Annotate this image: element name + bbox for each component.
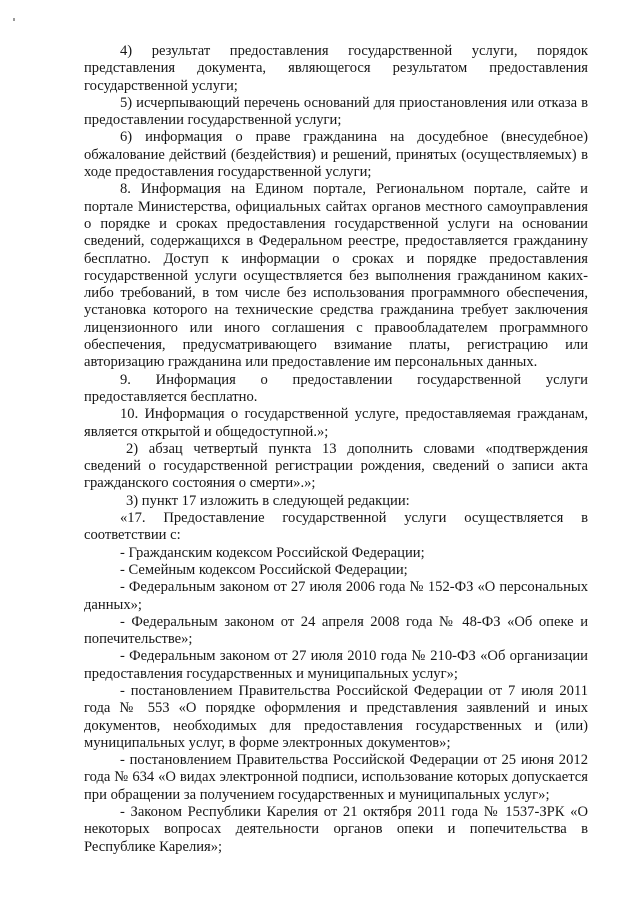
amendment-3-point-17: 3) пункт 17 изложить в следующей редакции: (126, 492, 410, 509)
law-civil-code: - Гражданским кодексом Российской Федерации; (120, 544, 425, 561)
list-item-6-appeal-rights: 6) информация о праве гражданина на досудебное (внесудебное) обжалование действий (бездействия) и решений, принятых (осуществляемых) в ходе предоставления государственной услуги; (84, 129, 588, 181)
scan-artifact-mark (13, 18, 15, 21)
clause-10-open-info: 10. Информация о государственной услуге, предоставляемая гражданам, является открытой и общедоступной.»; (84, 406, 588, 440)
clause-9-free-info: 9. Информация о предоставлении государственной услуги предоставляется бесплатно. (84, 371, 588, 405)
resolution-553: - постановлением Правительства Российской Федерации от 7 июля 2011 года № 553 «О порядке оформления и представления заявлений и иных документов, необходимых для предоставления государственных и (или) муниципальных услуг, в форме электронных документов»; (84, 682, 588, 751)
law-48-fz: - Федеральным законом от 24 апреля 2008 года № 48-ФЗ «Об опеке и попечительстве»; (84, 613, 588, 648)
clause-8-portal-info: 8. Информация на Едином портале, Региональном портале, сайте и портале Министерства, официальных сайтах органов местного самоуправления о порядке и сроках предоставления государственной услуги на основании сведений, содержащихся в Федеральном реестре, предоставляется гражданину бесплатно. Доступ к информации о сроках и порядке предоставления государственной услуги осуществляется без выполнения гражданином каких-либо требований, в том числе без использования программного обеспечения, установка которого на технические средства гражданина требует заключения лицензионного или иного соглашения с правообладателем программного обеспечения, предусматривающего взимание платы, регистрацию или авторизацию гражданина или предоставление им персональных данных. (84, 181, 588, 371)
amendment-2-point-13: 2) абзац четвертый пункта 13 дополнить словами «подтверждения сведений о государственной регистрации рождения, сведений о записи акта гражданского состояния о смерти».»; (84, 440, 588, 492)
resolution-634: - постановлением Правительства Российской Федерации от 25 июня 2012 года № 634 «О видах электронной подписи, использование которых допускается при обращении за получением государственных и муниципальных услуг»; (84, 752, 588, 803)
law-karelia-1537-zrk: - Законом Республики Карелия от 21 октября 2011 года № 1537-ЗРК «О некоторых вопросах деятельности органов опеки и попечительства в Республике Карелия»; (84, 804, 588, 855)
clause-17-intro: «17. Предоставление государственной услуги осуществляется в соответствии с: (84, 510, 588, 544)
list-item-4-result: 4) результат предоставления государственной услуги, порядок представления документа, являющегося результатом предоставления государственной услуги; (84, 43, 588, 94)
list-item-5-grounds: 5) исчерпывающий перечень оснований для приостановления или отказа в предоставлении государственной услуги; (84, 94, 588, 129)
law-210-fz: - Федеральным законом от 27 июля 2010 года № 210-ФЗ «Об организации предоставления государственных и муниципальных услуг»; (84, 648, 588, 682)
law-family-code: - Семейным кодексом Российской Федерации; (120, 561, 408, 578)
document-page (84, 43, 588, 856)
law-152-fz: - Федеральным законом от 27 июля 2006 года № 152-ФЗ «О персональных данных»; (84, 579, 588, 613)
